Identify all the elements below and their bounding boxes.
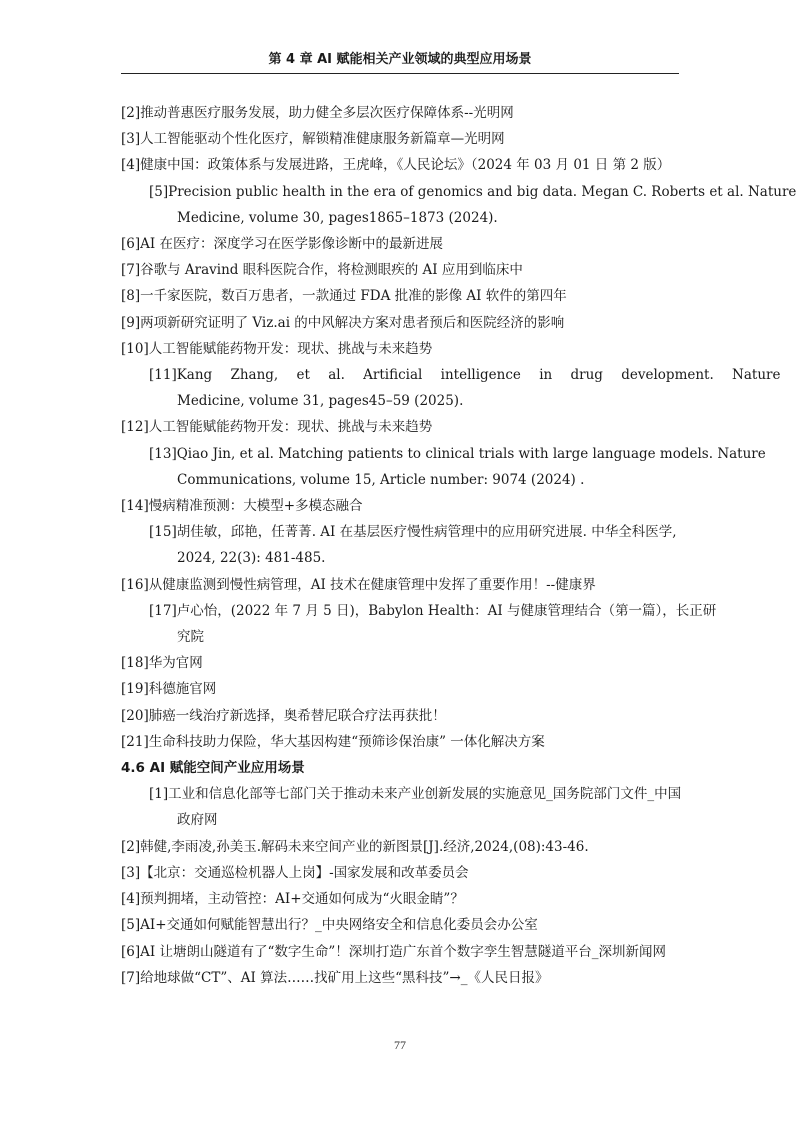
reference-item: [14]慢病精准预测：大模型+多模态融合 [121, 498, 363, 515]
reference-item: [6]AI 在医疗：深度学习在医学影像诊断中的最新进展 [121, 236, 443, 253]
reference-list [121, 100, 797, 991]
reference-item: [3]【北京：交通巡检机器人上岗】-国家发展和改革委员会 [121, 864, 469, 881]
reference-item: [7]谷歌与 Aravind 眼科医院合作，将检测眼疾的 AI 应用到临床中 [121, 262, 523, 279]
reference-item: [4]健康中国：政策体系与发展进路，王虎峰，《人民论坛》（2024 年 03 月 01 日 第 2 版） [121, 157, 671, 174]
reference-item [121, 179, 797, 231]
reference-item: [3]人工智能驱动个性化医疗，解锁精准健康服务新篇章—光明网 [121, 131, 505, 148]
reference-item: [2]韩健,李雨凌,孙美玉.解码未来空间产业的新图景[J].经济,2024,(08):43-46. [121, 838, 589, 855]
reference-item: [2]推动普惠医疗服务发展，助力健全多层次医疗保障体系--光明网 [121, 105, 514, 121]
reference-item [121, 362, 781, 414]
reference-item: [8]一千家医院，数百万患者，一款通过 FDA 批准的影像 AI 软件的第四年 [121, 288, 567, 305]
reference-line: Medicine, volume 31, pages45–59 (2025). [177, 393, 464, 410]
reference-line: [13]Qiao Jin, et al. Matching patients to clinical trials with large language models. Nature [149, 445, 766, 462]
reference-item: [16]从健康监测到慢性病管理，AI 技术在健康管理中发挥了重要作用！--健康界 [121, 576, 596, 593]
section-heading: 4.6 AI 赋能空间产业应用场景 [121, 760, 305, 777]
reference-line: Communications, volume 15, Article number: 9074 (2024) . [177, 471, 585, 488]
reference-line: [17]卢心怡，(2022 年 7 月 5 日)，Babylon Health：AI 与健康管理结合（第一篇），长正研 [149, 602, 717, 619]
chapter-header: 第 4 章 AI 赋能相关产业领域的典型应用场景 [268, 52, 532, 67]
reference-item: [19]科德施官网 [121, 681, 217, 698]
reference-line: Medicine, volume 30, pages1865–1873 (2024). [177, 209, 498, 226]
reference-item: [4]预判拥堵，主动管控：AI+交通如何成为“火眼金睛”？ [121, 891, 464, 908]
reference-line: [5]Precision public health in the era of genomics and big data. Megan C. Roberts et al. Nature [149, 183, 797, 200]
reference-line: [11]Kang Zhang, et al. Artificial intelligence in drug development. Nature [149, 367, 781, 384]
reference-line: 政府网 [177, 812, 218, 829]
reference-item: [5]AI+交通如何赋能智慧出行？_中央网络安全和信息化委员会办公室 [121, 917, 538, 934]
reference-item: [18]华为官网 [121, 655, 203, 672]
reference-item [121, 598, 717, 650]
reference-line: [15]胡佳敏，邱艳，任菁菁. AI 在基层医疗慢性病管理中的应用研究进展. 中华全科医学, [149, 524, 677, 541]
reference-item: [7]给地球做“CT”、AI 算法……找矿用上这些“黑科技”→_《人民日报》 [121, 969, 549, 986]
reference-item [121, 781, 681, 833]
header-rule [121, 73, 679, 74]
reference-item: [6]AI 让塘朗山隧道有了“数字生命”！深圳打造广东首个数字孪生智慧隧道平台_深圳新闻网 [121, 943, 667, 960]
reference-item [121, 519, 681, 571]
reference-item: [21]生命科技助力保险，华大基因构建“预筛诊保治康” 一体化解决方案 [121, 733, 545, 750]
reference-line: [1]工业和信息化部等七部门关于推动未来产业创新发展的实施意见_国务院部门文件_中国 [149, 786, 682, 803]
reference-line: 2024, 22(3): 481-485. [177, 550, 326, 567]
reference-item: [20]肺癌一线治疗新选择，奥希替尼联合疗法再获批！ [121, 707, 446, 724]
reference-item: [12]人工智能赋能药物开发：现状、挑战与未来趋势 [121, 419, 433, 436]
reference-item: [9]两项新研究证明了 Viz.ai 的中风解决方案对患者预后和医院经济的影响 [121, 314, 565, 331]
reference-line: 究院 [177, 629, 204, 646]
reference-item: [10]人工智能赋能药物开发：现状、挑战与未来趋势 [121, 340, 433, 357]
page-number: 77 [394, 1038, 406, 1052]
reference-item [121, 441, 766, 493]
